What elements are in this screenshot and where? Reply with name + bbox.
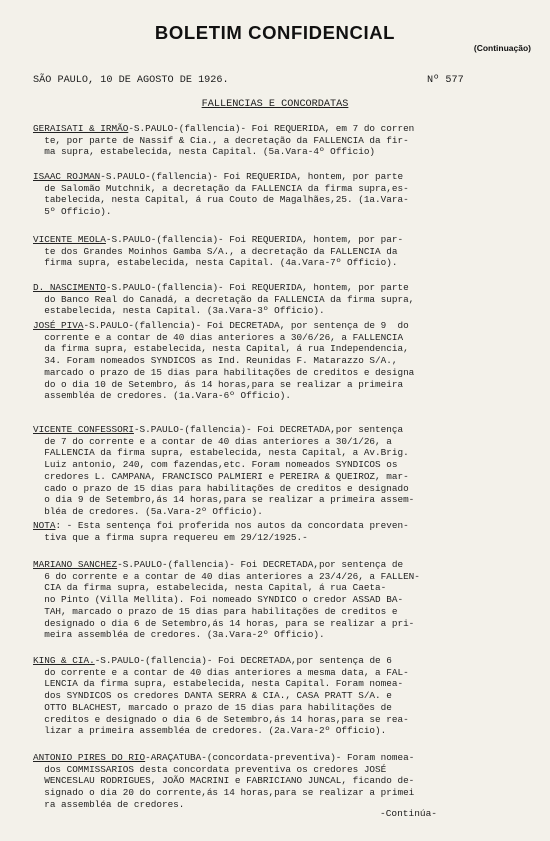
entry-line-text: firma supra, estabelecida, nesta Capital. (4a.Vara-7º Officio). bbox=[33, 257, 398, 269]
entry-line bbox=[33, 123, 515, 135]
entry-line bbox=[33, 714, 515, 726]
entry-line-text: CIA da firma supra, estabelecida, nesta Capital, á rua Caeta- bbox=[33, 582, 387, 594]
entry-name: VICENTE MEOLA bbox=[33, 234, 106, 245]
entry-line-text: assembléa de credores. (1a.Vara-6º Officio). bbox=[33, 390, 291, 402]
entry-line bbox=[33, 787, 515, 799]
entry-line bbox=[33, 678, 515, 690]
entry-line-text: signado o dia 20 do corrente,ás 14 horas,para se realizar a primei bbox=[33, 787, 415, 799]
entry-line bbox=[33, 594, 515, 606]
entry-line-text: WENCESLAU RODRIGUES, JOÃO MACRINI e FABRICIANO JUNCAL, ficando de- bbox=[33, 775, 415, 787]
entry-line bbox=[33, 494, 515, 506]
entry-line-text: tabelecida, nesta Capital, á rua Couto de Magalhães,25. (1a.Vara- bbox=[33, 194, 409, 206]
entry-line bbox=[33, 559, 515, 571]
entry-block bbox=[33, 320, 515, 402]
entry-line bbox=[33, 206, 515, 218]
entry-line-text: -S.PAULO-(fallencia)- Foi DECRETADA,por sentença de bbox=[117, 559, 404, 570]
entry-line-text: 5º Officio). bbox=[33, 206, 112, 218]
entry-name: D. NASCIMENTO bbox=[33, 282, 106, 293]
entry-line bbox=[33, 471, 515, 483]
entry-line bbox=[33, 305, 515, 317]
entry-line-text: ma supra, estabelecida, nesta Capital. (5a.Vara-4º Officio) bbox=[33, 146, 376, 158]
entry-name: JOSÉ PIVA bbox=[33, 320, 84, 331]
entry-line bbox=[33, 424, 515, 436]
entry-line bbox=[33, 282, 515, 294]
entry-line-text: bléa de credores. (5a.Vara-2º Officio). bbox=[33, 505, 263, 517]
entry-line bbox=[33, 667, 515, 679]
date-line: SÃO PAULO, 10 DE AGOSTO DE 1926. bbox=[33, 75, 229, 86]
entry-block bbox=[33, 171, 515, 218]
entry-line bbox=[33, 799, 515, 811]
entry-line bbox=[33, 655, 515, 667]
entry-line-text: marcado o prazo de 15 dias para habilitações de creditos e designa bbox=[33, 366, 415, 378]
entry-line-text: -S.PAULO-(fallencia)- Foi REQUERIDA, em 7 do corren bbox=[128, 123, 415, 134]
entry-line-text: do Banco Real do Canadá, a decretação da FALLENCIA da firma supra, bbox=[33, 293, 415, 305]
entry-line bbox=[33, 606, 515, 618]
entry-block bbox=[33, 282, 515, 317]
entry-line-text: -S.PAULO-(fallencia)- Foi REQUERIDA, hontem, por parte bbox=[100, 171, 404, 182]
entry-line-text: LENCIA da firma supra, estabelecida, nesta Capital. Foram nomea- bbox=[33, 678, 404, 690]
entry-line bbox=[33, 725, 515, 737]
entry-line-text: : - Esta sentença foi proferida nos autos da concordata preven- bbox=[55, 520, 409, 531]
entry-block bbox=[33, 424, 515, 518]
entry-line-text: TAH, marcado o prazo de 15 dias para habilitações de creditos e bbox=[33, 605, 398, 617]
entry-line bbox=[33, 246, 515, 258]
entry-name: NOTA bbox=[33, 520, 56, 531]
entry-line bbox=[33, 532, 515, 544]
entry-line bbox=[33, 332, 515, 344]
entry-line bbox=[33, 171, 515, 183]
entry-line bbox=[33, 520, 515, 532]
entry-line bbox=[33, 355, 515, 367]
entry-line bbox=[33, 343, 515, 355]
entry-line bbox=[33, 294, 515, 306]
entry-line-text: no Pinto (Villa Mellita). Foi nomeado SYNDICO o credor ASSAD BA- bbox=[33, 594, 404, 606]
entry-line-text: do corrente e a contar de 40 dias anteriores a mesma data, a FAL- bbox=[33, 666, 409, 678]
entry-line-text: FALLENCIA da firma supra, estabelecida, nesta Capital, a Av.Brig. bbox=[33, 447, 409, 459]
entry-line-text: ra assembléa de credores. bbox=[33, 798, 185, 810]
entry-block bbox=[33, 520, 515, 543]
entry-line-text: o dia 9 de Setembro,ás 14 horas,para se realizar a primeira assem- bbox=[33, 494, 415, 506]
entry-line-text: 34. Foram nomeados SYNDICOS as Ind. Reunidas F. Matarazzo S/A., bbox=[33, 355, 398, 367]
entry-line-text: cado o prazo de 15 dias para habilitações de creditos e designado bbox=[33, 482, 409, 494]
entry-line-text: corrente e a contar de 40 dias anteriores a 30/6/26, a FALLENCIA bbox=[33, 331, 404, 343]
entry-line-text: tiva que a firma supra requereu em 29/12/1925.- bbox=[33, 531, 308, 543]
continuation-label: (Continuação) bbox=[473, 43, 531, 53]
entry-line-text: creditos e designado o dia 6 de Setembro,ás 14 horas,para se rea- bbox=[33, 713, 409, 725]
entry-line bbox=[33, 483, 515, 495]
entry-line-text: da firma supra, estabelecida, nesta Capital, á rua Independencia, bbox=[33, 343, 409, 355]
entry-line-text: de 7 do corrente e a contar de 40 dias anteriores a 30/1/26, a bbox=[33, 435, 392, 447]
entry-line bbox=[33, 459, 515, 471]
entry-line bbox=[33, 690, 515, 702]
entry-line bbox=[33, 629, 515, 641]
entry-block bbox=[33, 234, 515, 269]
entry-line-text: dos SYNDICOS os credores DANTA SERRA & CIA., CASA PRATT S/A. e bbox=[33, 690, 392, 702]
entry-line-text: -S.PAULO-(fallencia)- Foi REQUERIDA, hontem, por parte bbox=[105, 282, 409, 293]
entry-line bbox=[33, 135, 515, 147]
entry-line bbox=[33, 506, 515, 518]
entry-name: GERAISATI & IRMÃO bbox=[33, 123, 129, 134]
entry-line bbox=[33, 447, 515, 459]
entry-line bbox=[33, 702, 515, 714]
entry-line-text: designado o dia 6 de Setembro,ás 14 horas, para se realizar a pri- bbox=[33, 617, 415, 629]
entry-line-text: do o dia 10 de Setembro, ás 14 horas,para se realizar a primeira bbox=[33, 378, 404, 390]
entry-block bbox=[33, 123, 515, 158]
entry-line bbox=[33, 775, 515, 787]
entry-block bbox=[33, 752, 515, 811]
entry-line-text: -S.PAULO-(fallencia)- Foi DECRETADA,por sentença bbox=[133, 424, 404, 435]
entry-line bbox=[33, 194, 515, 206]
entry-line bbox=[33, 379, 515, 391]
entry-block bbox=[33, 559, 515, 641]
bulletin-title: BOLETIM CONFIDENCIAL bbox=[154, 22, 396, 43]
entry-line-text: credores L. CAMPANA, FRANCISCO PALMIERI e PEREIRA & QUEIROZ, mar- bbox=[33, 470, 409, 482]
entry-name: VICENTE CONFESSORI bbox=[33, 424, 134, 435]
entry-line bbox=[33, 183, 515, 195]
entry-line bbox=[33, 390, 515, 402]
entry-line bbox=[33, 752, 515, 764]
bulletin-number: Nº 577 bbox=[427, 75, 464, 86]
entry-line-text: Luiz antonio, 240, com fazendas,etc. Foram nomeados SYNDICOS os bbox=[33, 459, 398, 471]
section-heading: FALLENCIAS E CONCORDATAS bbox=[201, 99, 349, 110]
entry-line-text: dos COMMISSARIOS desta concordata preventiva os credores JOSÉ bbox=[33, 763, 387, 775]
entry-line-text: meira assembléa de credores. (3a.Vara-2º Officio). bbox=[33, 629, 325, 641]
entry-line-text: -S.PAULO-(fallencia)- Foi DECRETADA,por sentença de 6 bbox=[94, 655, 392, 666]
entry-line bbox=[33, 367, 515, 379]
entry-line-text: OTTO BLACHEST, marcado o prazo de 15 dias para habilitações de bbox=[33, 701, 392, 713]
entry-line-text: -S.PAULO-(fallencia)- Foi REQUERIDA, hontem, por par- bbox=[105, 234, 404, 245]
entry-name: MARIANO SANCHEZ bbox=[33, 559, 118, 570]
entry-line bbox=[33, 582, 515, 594]
entry-name: KING & CIA. bbox=[33, 655, 95, 666]
entry-line-text: -ARAÇATUBA-(concordata-preventiva)- Foram nomea- bbox=[145, 752, 415, 763]
entry-block bbox=[33, 655, 515, 737]
entry-line bbox=[33, 436, 515, 448]
entry-line bbox=[33, 146, 515, 158]
entry-line-text: estabelecida, nesta Capital. (3a.Vara-3º Officio). bbox=[33, 305, 325, 317]
entry-name: ISAAC ROJMAN bbox=[33, 171, 101, 182]
entry-line bbox=[33, 234, 515, 246]
entry-line-text: te, por parte de Nassif & Cia., a decretação da FALLENCIA da fir- bbox=[33, 134, 409, 146]
entry-line-text: de Salomão Mutchnik, a decretação da FALLENCIA da firma supra,es- bbox=[33, 182, 409, 194]
entry-line bbox=[33, 571, 515, 583]
entry-line bbox=[33, 257, 515, 269]
entry-line-text: -S.PAULO-(fallencia)- Foi DECRETADA, por sentença de 9 do bbox=[83, 320, 409, 331]
entry-line bbox=[33, 764, 515, 776]
entry-line bbox=[33, 320, 515, 332]
entry-line-text: 6 do corrente e a contar de 40 dias anteriores a 23/4/26, a FALLEN- bbox=[33, 570, 420, 582]
entry-name: ANTONIO PIRES DO RIO bbox=[33, 752, 146, 763]
entry-line-text: lizar a primeira assembléa de credores. (2a.Vara-2º Officio). bbox=[33, 725, 387, 737]
continua-footer: -Continúa- bbox=[380, 808, 438, 819]
entry-line bbox=[33, 618, 515, 630]
entry-line-text: te dos Grandes Moinhos Gamba S/A., a decretação da FALLENCIA da bbox=[33, 245, 398, 257]
